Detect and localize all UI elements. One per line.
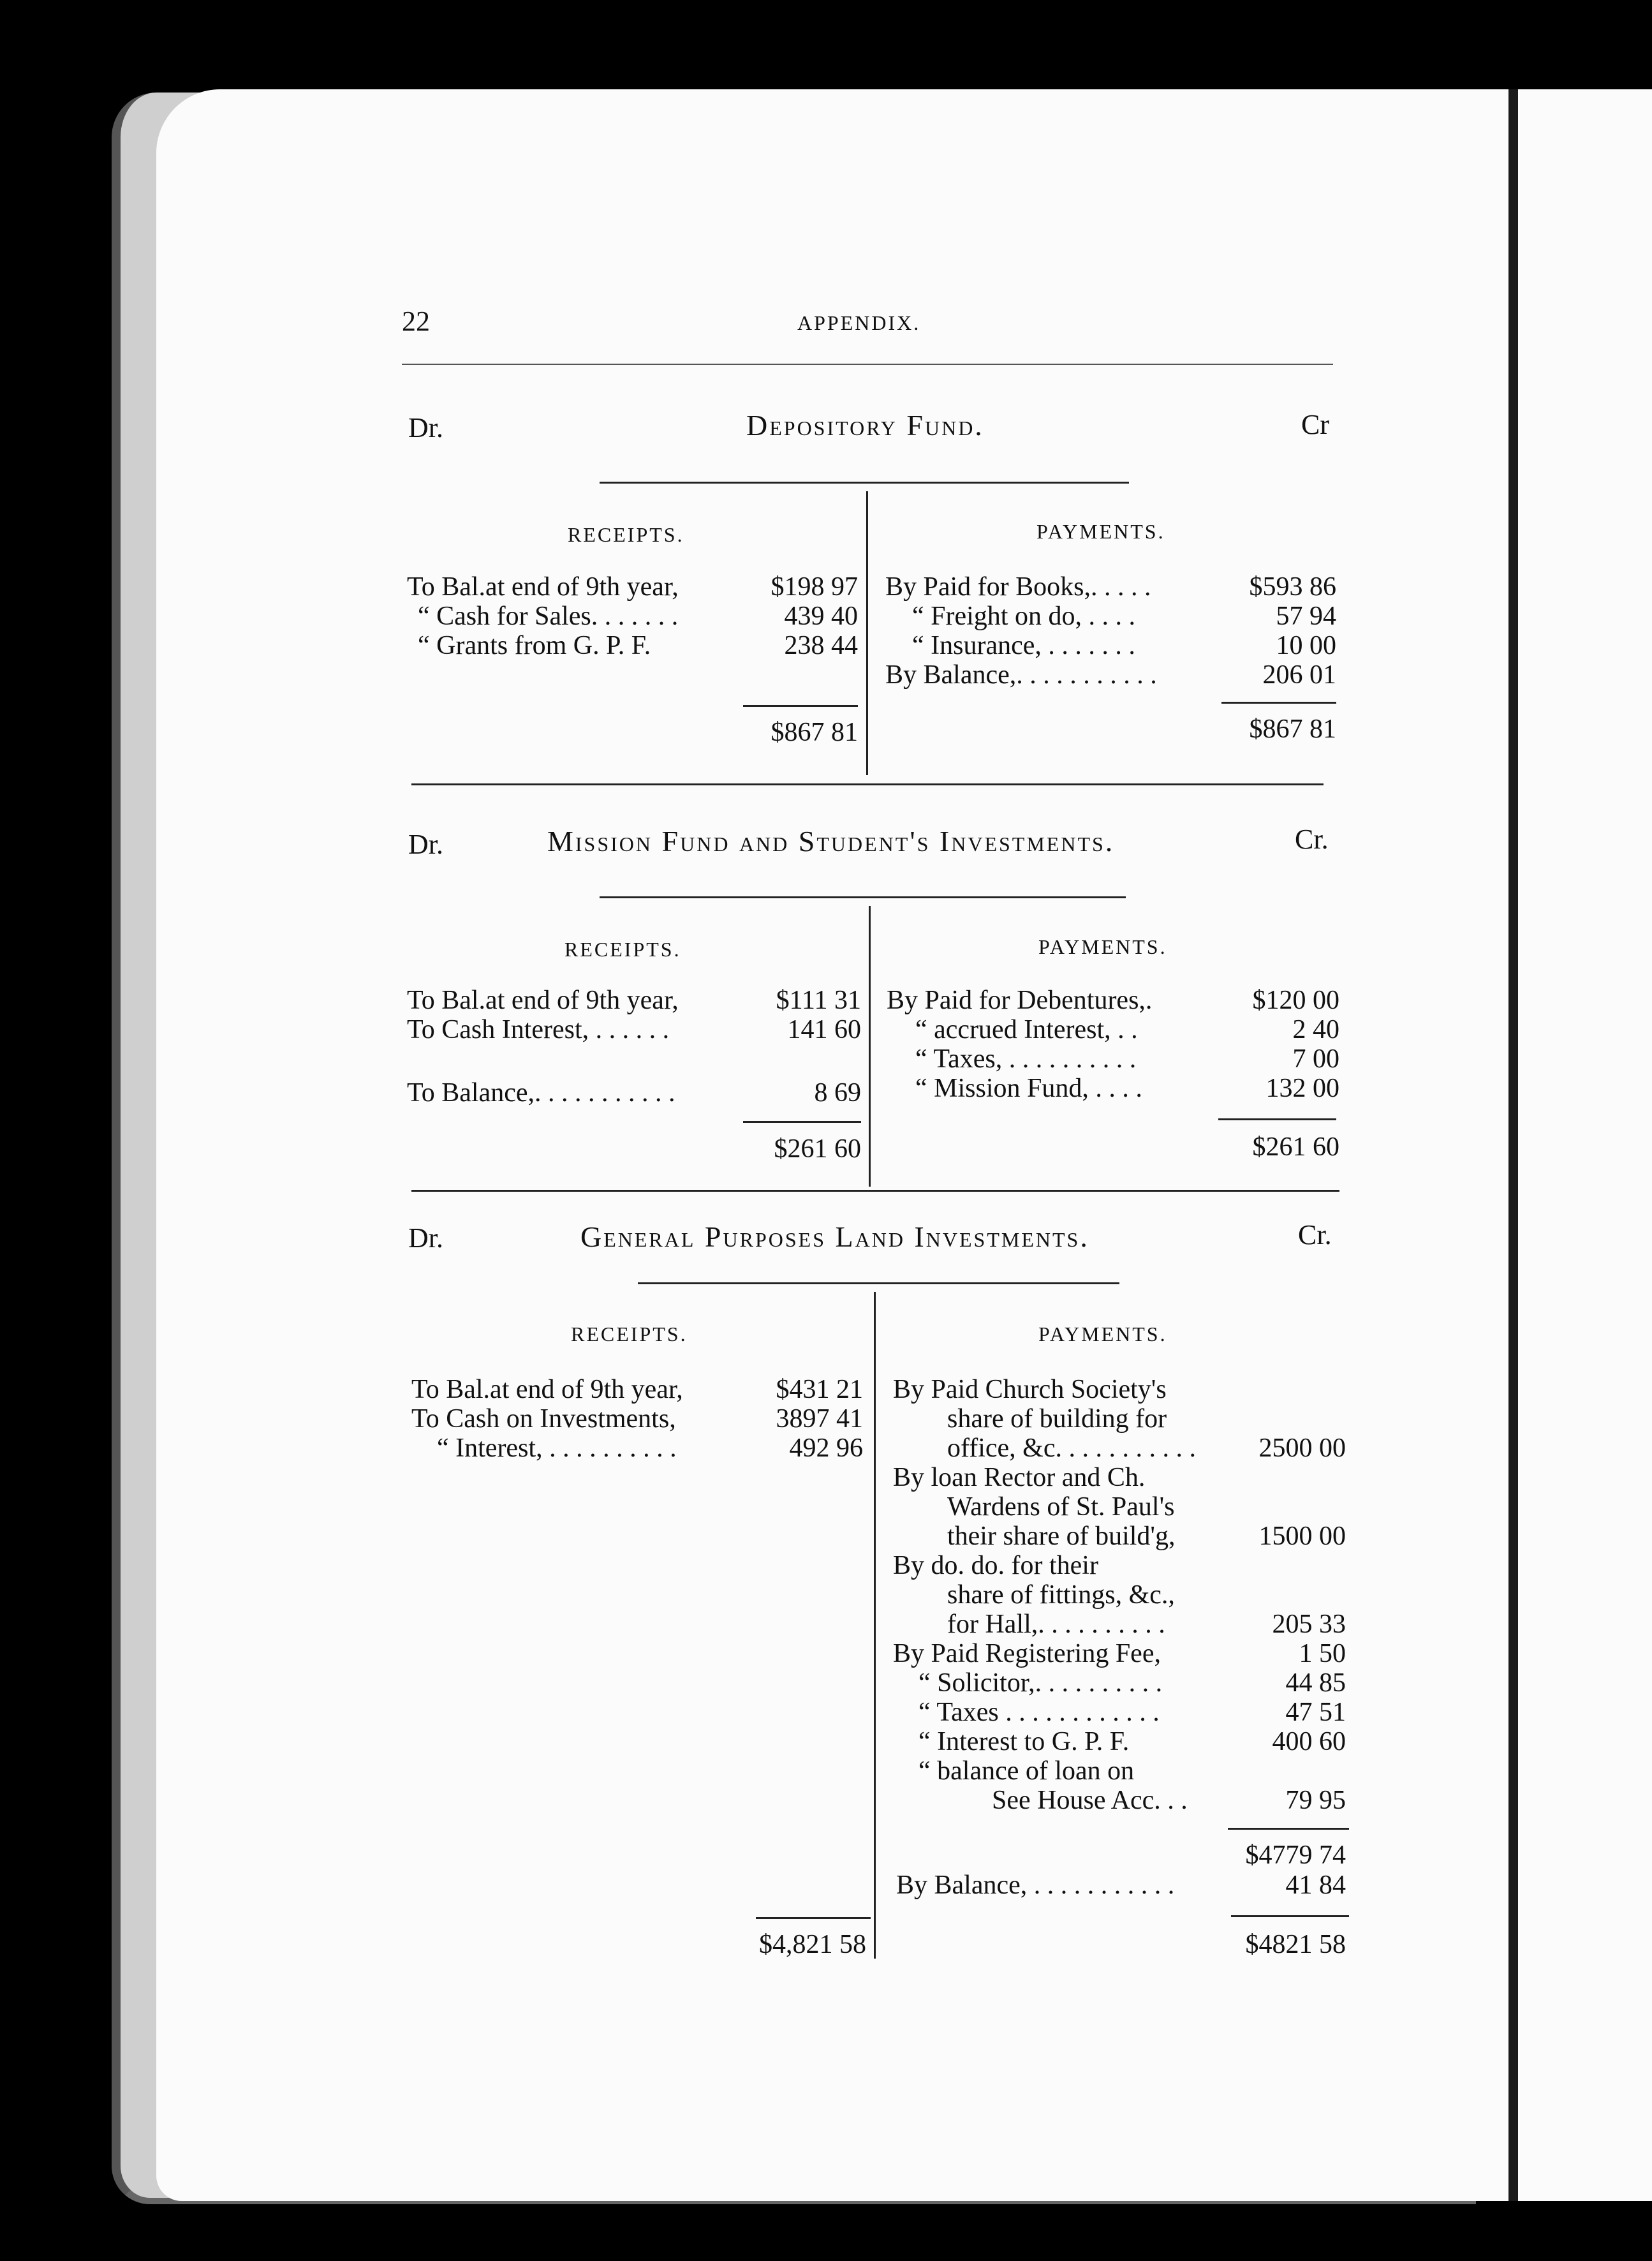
title-rule [600,482,1129,484]
payments-heading: PAYMENTS. [1038,1323,1167,1345]
sum-rule [1231,1915,1349,1917]
payment-line: “ Freight on do, . . . . [912,602,1135,631]
receipt-line: To Bal.at end of 9th year, [407,986,679,1015]
payment-amount: 79 95 [1285,1786,1346,1815]
receipt-amount: 238 44 [784,631,858,660]
receipt-line: To Bal.at end of 9th year, [411,1375,683,1404]
column-divider [874,1292,876,1959]
receipts-heading: RECEIPTS. [568,523,684,546]
payments-total: $867 81 [1249,715,1336,744]
title-rule [600,896,1126,898]
running-head: APPENDIX. [797,311,921,334]
payment-line: Wardens of St. Paul's [947,1492,1175,1522]
payments-total: $4821 58 [1245,1930,1346,1959]
payment-line: “ Mission Fund, . . . . [915,1074,1142,1103]
payment-line: their share of build'g, [947,1522,1176,1551]
receipts-heading: RECEIPTS. [571,1323,688,1345]
receipt-amount: $431 21 [776,1375,863,1404]
payment-amount: 47 51 [1285,1698,1346,1727]
payment-line: “ Taxes, . . . . . . . . . . [915,1044,1137,1074]
receipt-amount: $111 31 [776,986,861,1015]
ledger-title: Mission Fund and Student's Investments. [547,825,1115,857]
cr-label: Cr. [1295,824,1329,855]
payment-line: “ Taxes . . . . . . . . . . . . [918,1698,1160,1727]
receipt-line: “ Cash for Sales. . . . . . . [418,602,679,631]
payment-line: By do. do. for their [893,1551,1098,1580]
payment-balance-line: By Balance, . . . . . . . . . . . [896,1871,1175,1900]
payment-balance-amount: 41 84 [1285,1871,1346,1900]
cr-label: Cr. [1298,1219,1332,1250]
payment-line: “ Interest to G. P. F. [918,1727,1130,1756]
dr-label: Dr. [408,1222,443,1254]
payment-line: share of building for [947,1404,1167,1434]
receipt-amount: 141 60 [787,1015,861,1044]
receipt-line: To Cash on Investments, [411,1404,676,1434]
dr-label: Dr. [408,412,443,443]
payment-amount: 1 50 [1299,1639,1346,1668]
section-rule [411,783,1324,785]
receipts-total: $4,821 58 [759,1930,866,1959]
section-rule [411,1190,1339,1192]
receipt-line: To Bal.at end of 9th year, [407,572,679,602]
receipt-amount: $198 97 [771,572,858,602]
head-rule [402,364,1333,365]
payment-amount: 10 00 [1276,631,1336,660]
receipts-heading: RECEIPTS. [564,938,681,961]
payment-line: See House Acc. . . [992,1786,1188,1815]
receipts-total: $867 81 [771,718,858,747]
payment-amount: 7 00 [1292,1044,1339,1074]
payment-line: office, &c. . . . . . . . . . . [947,1434,1196,1463]
column-divider [866,491,868,775]
facing-page [1518,89,1652,2201]
payment-amount: 1500 00 [1258,1522,1346,1551]
payment-line: By Balance,. . . . . . . . . . . [885,660,1157,690]
book-gutter [1508,89,1519,2201]
payment-line: By loan Rector and Ch. [893,1463,1146,1492]
payment-amount: $120 00 [1252,986,1339,1015]
receipt-amount: 8 69 [814,1078,861,1108]
sum-rule [1228,1828,1349,1830]
payment-amount: 2 40 [1292,1015,1339,1044]
ledger-title: General Purposes Land Investments. [580,1220,1089,1253]
payment-line: “ balance of loan on [918,1756,1135,1786]
cr-label: Cr [1301,409,1329,440]
payment-amount: 2500 00 [1258,1434,1346,1463]
receipt-amount: 492 96 [789,1434,863,1463]
receipt-line: To Cash Interest, . . . . . . [407,1015,670,1044]
receipt-amount: 3897 41 [776,1404,863,1434]
payment-amount: 57 94 [1276,602,1336,631]
receipt-line: “ Interest, . . . . . . . . . . [437,1434,677,1463]
sum-rule [1218,1118,1336,1120]
payments-total: $261 60 [1252,1132,1339,1162]
payment-line: By Paid Registering Fee, [893,1639,1161,1668]
receipt-line: To Balance,. . . . . . . . . . . [407,1078,675,1108]
sum-rule [1221,702,1336,704]
payment-line: By Paid for Debentures,. [887,986,1153,1015]
payment-amount: 206 01 [1262,660,1336,690]
payment-amount: $593 86 [1249,572,1336,602]
payment-line: “ Insurance, . . . . . . . [912,631,1135,660]
receipt-line: “ Grants from G. P. F. [418,631,651,660]
dr-label: Dr. [408,829,443,860]
sum-rule [743,1121,861,1123]
payment-amount: 205 33 [1272,1610,1346,1639]
payment-line: By Paid for Books,. . . . . [885,572,1151,602]
ledger-title: Depository Fund. [746,409,984,441]
page-number: 22 [402,306,430,337]
payments-heading: PAYMENTS. [1038,935,1167,958]
payment-amount: 132 00 [1265,1074,1339,1103]
payment-amount: 44 85 [1285,1668,1346,1698]
sum-rule [756,1917,871,1919]
receipt-amount: 439 40 [784,602,858,631]
payment-amount: 400 60 [1272,1727,1346,1756]
payment-line: By Paid Church Society's [893,1375,1167,1404]
payment-line: “ Solicitor,. . . . . . . . . . [918,1668,1163,1698]
receipts-total: $261 60 [774,1134,861,1164]
title-rule [638,1282,1119,1284]
payments-subtotal: $4779 74 [1245,1841,1346,1870]
payment-line: “ accrued Interest, . . [915,1015,1138,1044]
payment-line: share of fittings, &c., [947,1580,1175,1610]
payment-line: for Hall,. . . . . . . . . . [947,1610,1165,1639]
column-divider [869,906,871,1187]
sum-rule [743,705,858,707]
payments-heading: PAYMENTS. [1036,520,1165,543]
